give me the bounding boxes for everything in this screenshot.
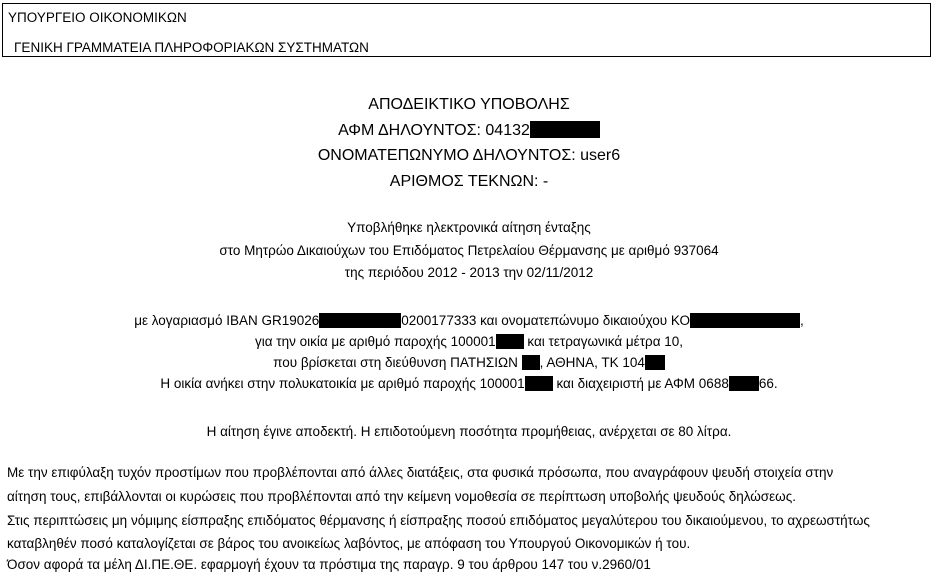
redaction-box (645, 355, 665, 370)
header-box (2, 3, 931, 57)
house-text-b: και τετραγωνικά μέτρα 10, (527, 334, 684, 349)
submission-line-1: Υποβλήθηκε ηλεκτρονικά αίτηση ένταξης (347, 220, 591, 235)
result-line: Η αίτηση έγινε αποδεκτή. Η επιδοτούμενη ποσότητα προμήθειας, ανέρχεται σε 80 λίτρα. (206, 424, 732, 439)
address-line (0, 355, 938, 370)
secretariat-label: ΓΕΝΙΚΗ ΓΡΑΜΜΑΤΕΙΑ ΠΛΗΡΟΦΟΡΙΑΚΩΝ ΣΥΣΤΗΜΑΤΩΝ (14, 40, 369, 55)
house-text-a: για την οικία με αριθμό παροχής 100001 (254, 334, 496, 349)
note-line-4: καταβληθέν ποσό καταλογίζεται σε βάρος του ανοικείως λαβόντος, με απόφαση του Υπουργού Οικονομικών ή του. (7, 536, 691, 551)
building-text-a: Η οικία ανήκει στην πολυκατοικία με αριθμό παροχής 100001 (160, 376, 525, 391)
note-line-3: Στις περιπτώσεις μη νόμιμης είσπραξης επιδόματος θέρμανσης ή είσπραξης ποσού επιδόματος μεγαλύτερου του δικαιούμενου, το αχρεωστήτως (7, 513, 870, 528)
redaction-box (319, 313, 401, 328)
afm-line (0, 121, 938, 140)
redaction-box (496, 334, 524, 349)
building-text-b: και διαχειριστή με ΑΦΜ 0688 (556, 376, 729, 391)
name-line: ΟΝΟΜΑΤΕΠΩΝΥΜΟ ΔΗΛΟΥΝΤΟΣ: user6 (317, 147, 621, 164)
iban-text-a: με λογαριασμό IBAN GR19026 (134, 313, 320, 328)
building-text-c: 66. (758, 376, 778, 391)
iban-text-c: , (800, 313, 804, 328)
iban-text-b: 0200177333 και ονοματεπώνυμο δικαιούχου ΚΟ (401, 313, 691, 328)
redaction-box (525, 376, 553, 391)
submission-line-2: στο Μητρώο Δικαιούχων του Επιδόματος Πετρελαίου Θέρμανσης με αριθμό 937064 (219, 243, 719, 258)
submission-line-3: της περιόδου 2012 - 2013 την 02/11/2012 (344, 265, 594, 280)
iban-line (0, 313, 938, 328)
ministry-label: ΥΠΟΥΡΓΕΙΟ ΟΙΚΟΝΟΜΙΚΩΝ (8, 10, 187, 25)
afm-label: ΑΦΜ ΔΗΛΟΥΝΤΟΣ: 04132 (338, 122, 530, 139)
redaction-box (729, 376, 759, 391)
document-title: ΑΠΟΔΕΙΚΤΙΚΟ ΥΠΟΒΟΛΗΣ (368, 96, 570, 113)
address-text-a: που βρίσκεται στη διεύθυνση ΠΑΤΗΣΙΩΝ (273, 355, 518, 370)
redaction-box (690, 313, 800, 328)
redaction-box (522, 355, 540, 370)
note-line-1: Με την επιφύλαξη τυχόν προστίμων που προβλέπονται από άλλες διατάξεις, στα φυσικά πρόσωπα, που αναγράφουν ψευδή στοιχεία στην (7, 465, 834, 480)
children-line: ΑΡΙΘΜΟΣ ΤΕΚΝΩΝ: - (389, 173, 549, 190)
redaction-box (530, 121, 600, 138)
note-line-5: Όσον αφορά τα μέλη ΔΙ.ΠΕ.ΘΕ. εφαρμογή έχουν τα πρόστιμα της παραγρ. 9 του άρθρου 147 του ν.2960/01 (7, 557, 651, 572)
house-line (0, 334, 938, 349)
address-text-b: , ΑΘΗΝΑ, ΤΚ 104 (539, 355, 645, 370)
building-line (0, 376, 938, 391)
note-line-2: αίτηση τους, επιβάλλονται οι κυρώσεις που προβλέπονται από την κείμενη νομοθεσία σε περίπτωση υποβολής ψευδούς δηλώσεως. (7, 489, 796, 504)
